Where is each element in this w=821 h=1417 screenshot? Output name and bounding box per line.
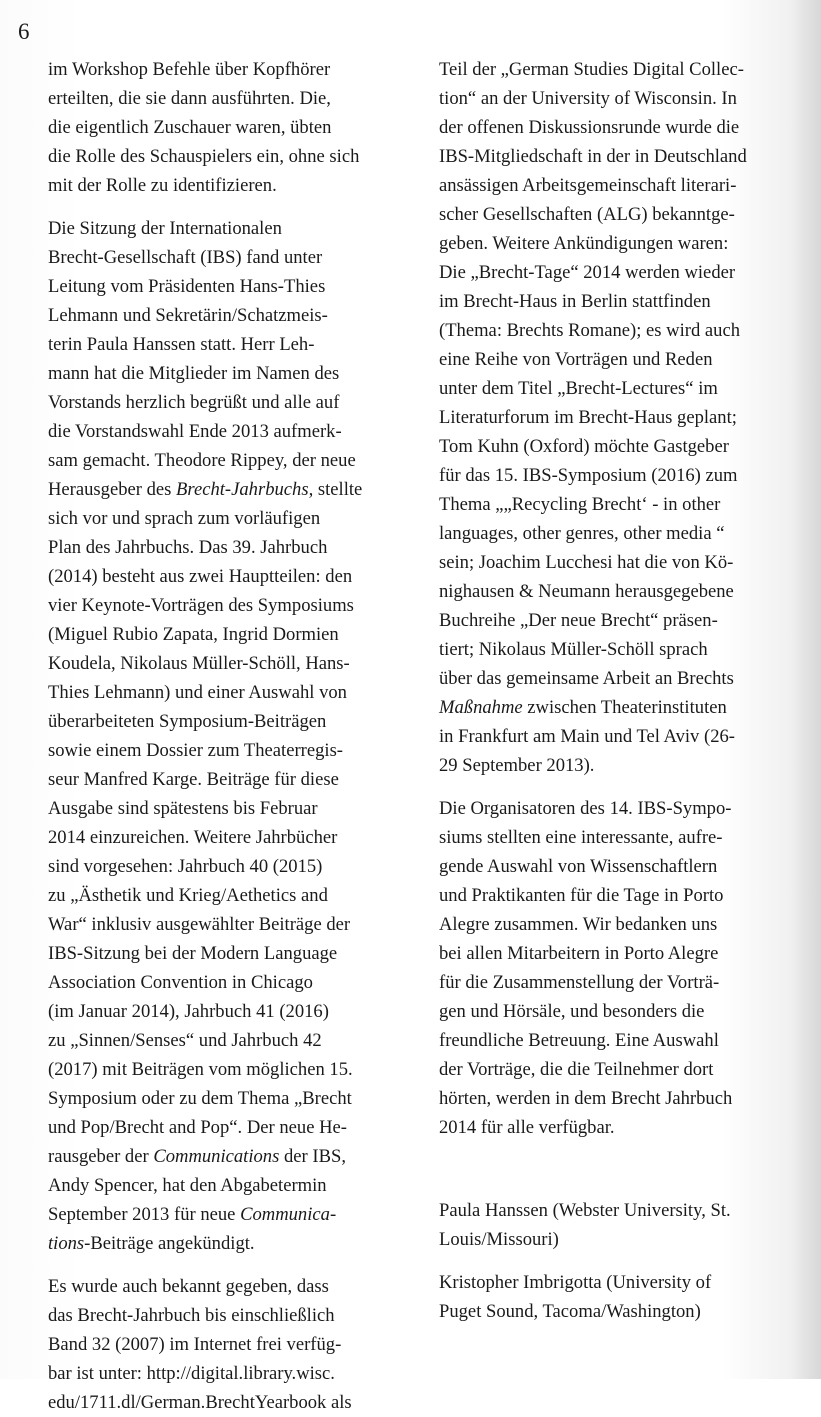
text-line: eine Reihe von Vorträgen und Reden: [439, 349, 713, 370]
text-line: und Praktikanten für die Tage in Porto: [439, 885, 724, 906]
text-line: Literaturforum im Brecht-Haus geplant;: [439, 407, 737, 428]
text-line: die Vorstandswahl Ende 2013 aufmerk-: [48, 421, 342, 442]
paragraph-organizers: [439, 794, 799, 1142]
text-line: 2014 für alle verfügbar.: [439, 1117, 615, 1138]
text-line: edu/1711.dl/German.BrechtYearbook als: [48, 1392, 352, 1413]
text-line: vier Keynote-Vorträgen des Symposiums: [48, 595, 354, 616]
text-line: Die „Brecht-Tage“ 2014 werden wieder: [439, 262, 736, 283]
text-line: Andy Spencer, hat den Abgabetermin: [48, 1175, 327, 1196]
paragraph-ibs-meeting: [48, 214, 418, 1258]
text-line: Band 32 (2007) im Internet frei verfüg-: [48, 1334, 342, 1355]
text-line: Teil der „German Studies Digital Collec-: [439, 59, 744, 80]
text-line: Alegre zusammen. Wir bedanken uns: [439, 914, 718, 935]
text-line: das Brecht-Jahrbuch bis einschließlich: [48, 1305, 335, 1326]
text-line: erteilten, die sie dann ausführten. Die,: [48, 88, 331, 109]
text-line: (2014) besteht aus zwei Hauptteilen: den: [48, 566, 353, 587]
text-line: hörten, werden in dem Brecht Jahrbuch: [439, 1088, 733, 1109]
text-line: Tom Kuhn (Oxford) möchte Gastgeber: [439, 436, 729, 457]
author-signature-imbrigotta: [439, 1268, 799, 1326]
text-line: Louis/Missouri): [439, 1229, 559, 1250]
page-number: 6: [18, 19, 30, 44]
right-column: [439, 55, 799, 1326]
text-segment: Herausgeber des: [48, 479, 177, 500]
text-line: Thema „„Recycling Brecht‘ - in other: [439, 494, 721, 515]
text-line: languages, other genres, other media “: [439, 523, 725, 544]
text-line: im Workshop Befehle über Kopfhörer: [48, 59, 331, 80]
text-segment: rausgeber der: [48, 1146, 154, 1167]
text-line: gende Auswahl von Wissenschaftlern: [439, 856, 718, 877]
text-line: zu „Sinnen/Senses“ und Jahrbuch 42: [48, 1030, 322, 1051]
text-line: die eigentlich Zuschauer waren, übten: [48, 117, 332, 138]
text-line: terin Paula Hanssen statt. Herr Leh-: [48, 334, 315, 355]
text-line: geben. Weitere Ankündigungen waren:: [439, 233, 729, 254]
text-line: [48, 475, 418, 504]
text-line: 29 September 2013).: [439, 755, 595, 776]
text-line: sowie einem Dossier zum Theaterregis-: [48, 740, 343, 761]
text-line: zu „Ästhetik und Krieg/Aethetics and: [48, 885, 328, 906]
text-line: mann hat die Mitglieder im Namen des: [48, 363, 340, 384]
text-line: (im Januar 2014), Jahrbuch 41 (2016): [48, 1001, 329, 1022]
text-line: im Brecht-Haus in Berlin stattfinden: [439, 291, 711, 312]
text-line: Brecht-Gesellschaft (IBS) fand unter: [48, 247, 323, 268]
text-line: ansässigen Arbeitsgemeinschaft literari-: [439, 175, 737, 196]
text-line: (Thema: Brechts Romane); es wird auch: [439, 320, 741, 341]
text-line: unter dem Titel „Brecht-Lectures“ im: [439, 378, 718, 399]
left-column: [48, 55, 418, 1417]
text-line: Koudela, Nikolaus Müller-Schöll, Hans-: [48, 653, 350, 674]
text-line: [48, 1200, 418, 1229]
text-segment: September 2013 für neue: [48, 1204, 241, 1225]
text-line: Symposium oder zu dem Thema „Brecht: [48, 1088, 352, 1109]
text-segment: -Beiträge angekündigt.: [84, 1233, 255, 1254]
text-line: tion“ an der University of Wisconsin. In: [439, 88, 737, 109]
text-line: scher Gesellschaften (ALG) bekanntge-: [439, 204, 735, 225]
text-line: Vorstands herzlich begrüßt und alle auf: [48, 392, 340, 413]
text-line: (2017) mit Beiträgen vom möglichen 15.: [48, 1059, 353, 1080]
text-line: [48, 1229, 418, 1258]
text-line: seur Manfred Karge. Beiträge für diese: [48, 769, 339, 790]
text-line: Kristopher Imbrigotta (University of: [439, 1272, 712, 1293]
text-line: und Pop/Brecht and Pop“. Der neue He-: [48, 1117, 347, 1138]
text-line: 2014 einzureichen. Weitere Jahrbücher: [48, 827, 338, 848]
text-line: Ausgabe sind spätestens bis Februar: [48, 798, 318, 819]
text-line: Plan des Jahrbuchs. Das 39. Jahrbuch: [48, 537, 328, 558]
text-line: Die Organisatoren des 14. IBS-Sympo-: [439, 798, 732, 819]
text-line: (Miguel Rubio Zapata, Ingrid Dormien: [48, 624, 339, 645]
author-signature-hanssen: [439, 1196, 799, 1254]
text-segment: zwischen Theaterinstituten: [522, 697, 727, 718]
text-line: War“ inklusiv ausgewählter Beiträge der: [48, 914, 351, 935]
paragraph-digital-archive: [48, 1272, 418, 1417]
text-line: Puget Sound, Tacoma/Washington): [439, 1301, 701, 1322]
text-line: freundliche Betreuung. Eine Auswahl: [439, 1030, 719, 1051]
text-line: Die Sitzung der Internationalen: [48, 218, 282, 239]
text-line: mit der Rolle zu identifizieren.: [48, 175, 277, 196]
paragraph-announcements: [439, 55, 799, 780]
text-line: bar ist unter: http://digital.library.wisc.: [48, 1363, 335, 1384]
text-line: nighausen & Neumann herausgegebene: [439, 581, 734, 602]
text-line: sam gemacht. Theodore Rippey, der neue: [48, 450, 356, 471]
text-line: Thies Lehmann) und einer Auswahl von: [48, 682, 347, 703]
text-line: [48, 1142, 418, 1171]
text-line: Association Convention in Chicago: [48, 972, 313, 993]
text-line: Es wurde auch bekannt gegeben, dass: [48, 1276, 329, 1297]
text-line: sind vorgesehen: Jahrbuch 40 (2015): [48, 856, 323, 877]
text-line: bei allen Mitarbeitern in Porto Alegre: [439, 943, 719, 964]
text-line: gen und Hörsäle, und besonders die: [439, 1001, 705, 1022]
text-line: sich vor und sprach zum vorläufigen: [48, 508, 321, 529]
text-line: über das gemeinsame Arbeit an Brechts: [439, 668, 734, 689]
text-line: überarbeiteten Symposium-Beiträgen: [48, 711, 327, 732]
text-segment: stellte: [313, 479, 363, 500]
italic-title-communications: tions: [48, 1233, 85, 1254]
text-line: [439, 693, 799, 722]
text-line: Buchreihe „Der neue Brecht“ präsen-: [439, 610, 718, 631]
text-line: die Rolle des Schauspielers ein, ohne sich: [48, 146, 360, 167]
text-line: der offenen Diskussionsrunde wurde die: [439, 117, 740, 138]
text-line: IBS-Mitgliedschaft in der in Deutschland: [439, 146, 747, 167]
text-line: für die Zusammenstellung der Vorträ-: [439, 972, 720, 993]
italic-title-massnahme: Maßnahme: [439, 697, 523, 718]
italic-title-communications: Communica-: [240, 1204, 337, 1225]
text-line: Paula Hanssen (Webster University, St.: [439, 1200, 731, 1221]
text-line: für das 15. IBS-Symposium (2016) zum: [439, 465, 738, 486]
text-line: Lehmann und Sekretärin/Schatzmeis-: [48, 305, 328, 326]
italic-title-brecht-jahrbuch: Brecht-Jahrbuchs,: [176, 479, 314, 500]
text-line: siums stellten eine interessante, aufre-: [439, 827, 723, 848]
text-line: Leitung vom Präsidenten Hans-Thies: [48, 276, 326, 297]
text-line: der Vorträge, die die Teilnehmer dort: [439, 1059, 714, 1080]
text-line: sein; Joachim Lucchesi hat die von Kö-: [439, 552, 734, 573]
text-segment: der IBS,: [279, 1146, 346, 1167]
text-line: tiert; Nikolaus Müller-Schöll sprach: [439, 639, 708, 660]
text-line: IBS-Sitzung bei der Modern Language: [48, 943, 338, 964]
paragraph-performance: [48, 55, 418, 200]
italic-title-communications: Communications: [153, 1146, 280, 1167]
text-line: in Frankfurt am Main und Tel Aviv (26-: [439, 726, 735, 747]
